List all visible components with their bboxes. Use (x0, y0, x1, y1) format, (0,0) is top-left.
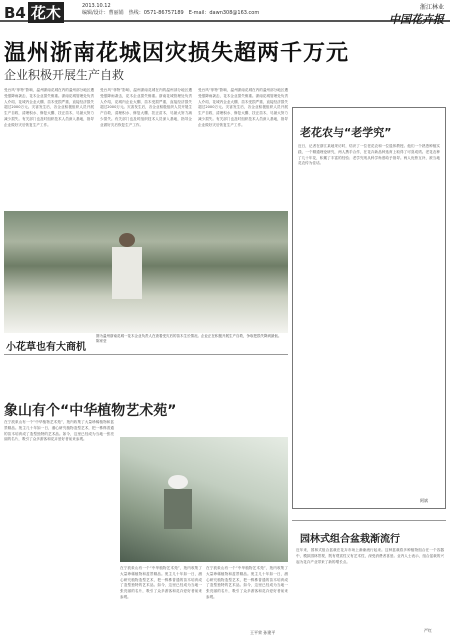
sidebar-title: 老花农与“老学究” (300, 126, 392, 139)
email: E-mail：dawn308@163.com (188, 10, 260, 16)
masthead (389, 2, 444, 27)
editor-info: 编辑/设计：曹丽娟 (82, 10, 124, 16)
second-photo (120, 437, 288, 562)
second-article-col2: 在宁波象山有一个“中华植物艺术苑”，苑内收集了大量珍稀植物和盆景精品。苑主几十年如一日，潜心研究植物造型艺术，把一株株普通的苗木培育成了造型独特的艺术品。如今，这里已经成为当地一张亮丽的名片，吸引了众多游客和花卉爱好者前来参观。 (120, 566, 202, 599)
hotline: 热线：0571-86757189 (128, 10, 184, 16)
header-meta (82, 3, 312, 17)
sidebar-byline: 阿斌 (420, 498, 428, 503)
third-headline: 园林式组合盆栽渐流行 (300, 534, 400, 545)
region-label: 浙江林业 (419, 4, 444, 11)
page-number: B4 花木 (4, 2, 64, 23)
main-article-col2: 受台风“菲特”影响，温州浙南花城在内的温州部分地区遭受强降雨袭击，花木企业损失惨重。浙南花城管理处负责人介绍，花城内企业大棚、苗木受损严重，直接经济损失超过2000万元。灾害发生后，各企业积极组织人员开展生产自救，清理积水、修复大棚、扶正苗木，尽最大努力减少损失。有关部门也及时组织技术人员深入基地，指导企业做好灾后恢复生产工作。 (100, 88, 192, 127)
main-photo (4, 211, 288, 333)
photo-caption-title: 小花草也有大商机 (6, 342, 86, 353)
second-headline: 象山有个“中华植物艺术苑” (4, 403, 177, 419)
main-headline: 温州浙南花城因灾损失超两千万元 (4, 41, 350, 66)
section-name: 花木 (28, 2, 64, 23)
newspaper-logo: 中国花卉报 (389, 13, 444, 26)
main-article-col1: 受台风“菲特”影响，温州浙南花城在内的温州部分地区遭受强降雨袭击，花木企业损失惨重。浙南花城管理处负责人介绍，花城内企业大棚、苗木受损严重，直接经济损失超过2000万元。灾害发生后，各企业积极组织人员开展生产自救，清理积水、修复大棚、扶正苗木，尽最大努力减少损失。有关部门也及时组织技术人员深入基地，指导企业做好灾后恢复生产工作。 (4, 88, 94, 127)
third-byline: 严红 (424, 628, 432, 633)
second-article-col3: 在宁波象山有一个“中华植物艺术苑”，苑内收集了大量珍稀植物和盆景精品。苑主几十年如一日，潜心研究植物造型艺术，把一株株普通的苗木培育成了造型独特的艺术品。如今，这里已经成为当地一张亮丽的名片，吸引了众多游客和花卉爱好者前来参观。 (206, 566, 288, 599)
divider (4, 354, 288, 355)
photo-caption-text: 图为温州浙南花城一花木企业负责人在查看受灾后的苗木生长情况。企业正在积极开展生产自救，争取把损失降到最低。 陈家莹 (96, 334, 282, 343)
sidebar-article: 近日，记者在浙江某地采访时，结识了一位老花农和一位退休教授。他们一个熟悉种植实践，一个精通理论研究，两人携手合作，在花卉新品种选育上取得了可喜成绩。老花农种了几十年花，积累了丰富的经验；老学究则从科学角度给予指导。两人优势互补，被当地花农传为佳话。 (298, 144, 440, 166)
person-hat (168, 475, 188, 489)
third-article: 近年来，园林式组合盆栽在花卉市场上渐渐流行起来。这种盆栽将多种植物组合在一个容器中，模拟园林景观，既有观赏性又有艺术性，深受消费者喜爱。业内人士表示，组合盆栽的兴起为花卉产业带来了新的增长点。 (296, 548, 444, 564)
main-article-col3: 受台风“菲特”影响，温州浙南花城在内的温州部分地区遭受强降雨袭击，花木企业损失惨重。浙南花城管理处负责人介绍，花城内企业大棚、苗木受损严重，直接经济损失超过2000万元。灾害发生后，各企业积极组织人员开展生产自救，清理积水、修复大棚、扶正苗木，尽最大努力减少损失。有关部门也及时组织技术人员深入基地，指导企业做好灾后恢复生产工作。 (198, 88, 288, 127)
issue-date: 2013.10.12 (82, 3, 111, 9)
person-body (112, 247, 142, 299)
photo-credit: 陈家莹 (96, 339, 107, 343)
second-article-col1: 在宁波象山有一个“中华植物艺术苑”，苑内收集了大量珍稀植物和盆景精品。苑主几十年如一日，潜心研究植物造型艺术，把一株株普通的苗木培育成了造型独特的艺术品。如今，这里已经成为当地一张亮丽的名片，吸引了众多游客和花卉爱好者前来参观。 (4, 420, 114, 442)
page-header (0, 0, 450, 26)
person-body (164, 489, 192, 529)
second-byline: 王平荣 孙建平 (250, 630, 276, 635)
main-deck: 企业积极开展生产自救 (4, 68, 125, 82)
divider (292, 520, 446, 521)
person-head (119, 233, 135, 247)
